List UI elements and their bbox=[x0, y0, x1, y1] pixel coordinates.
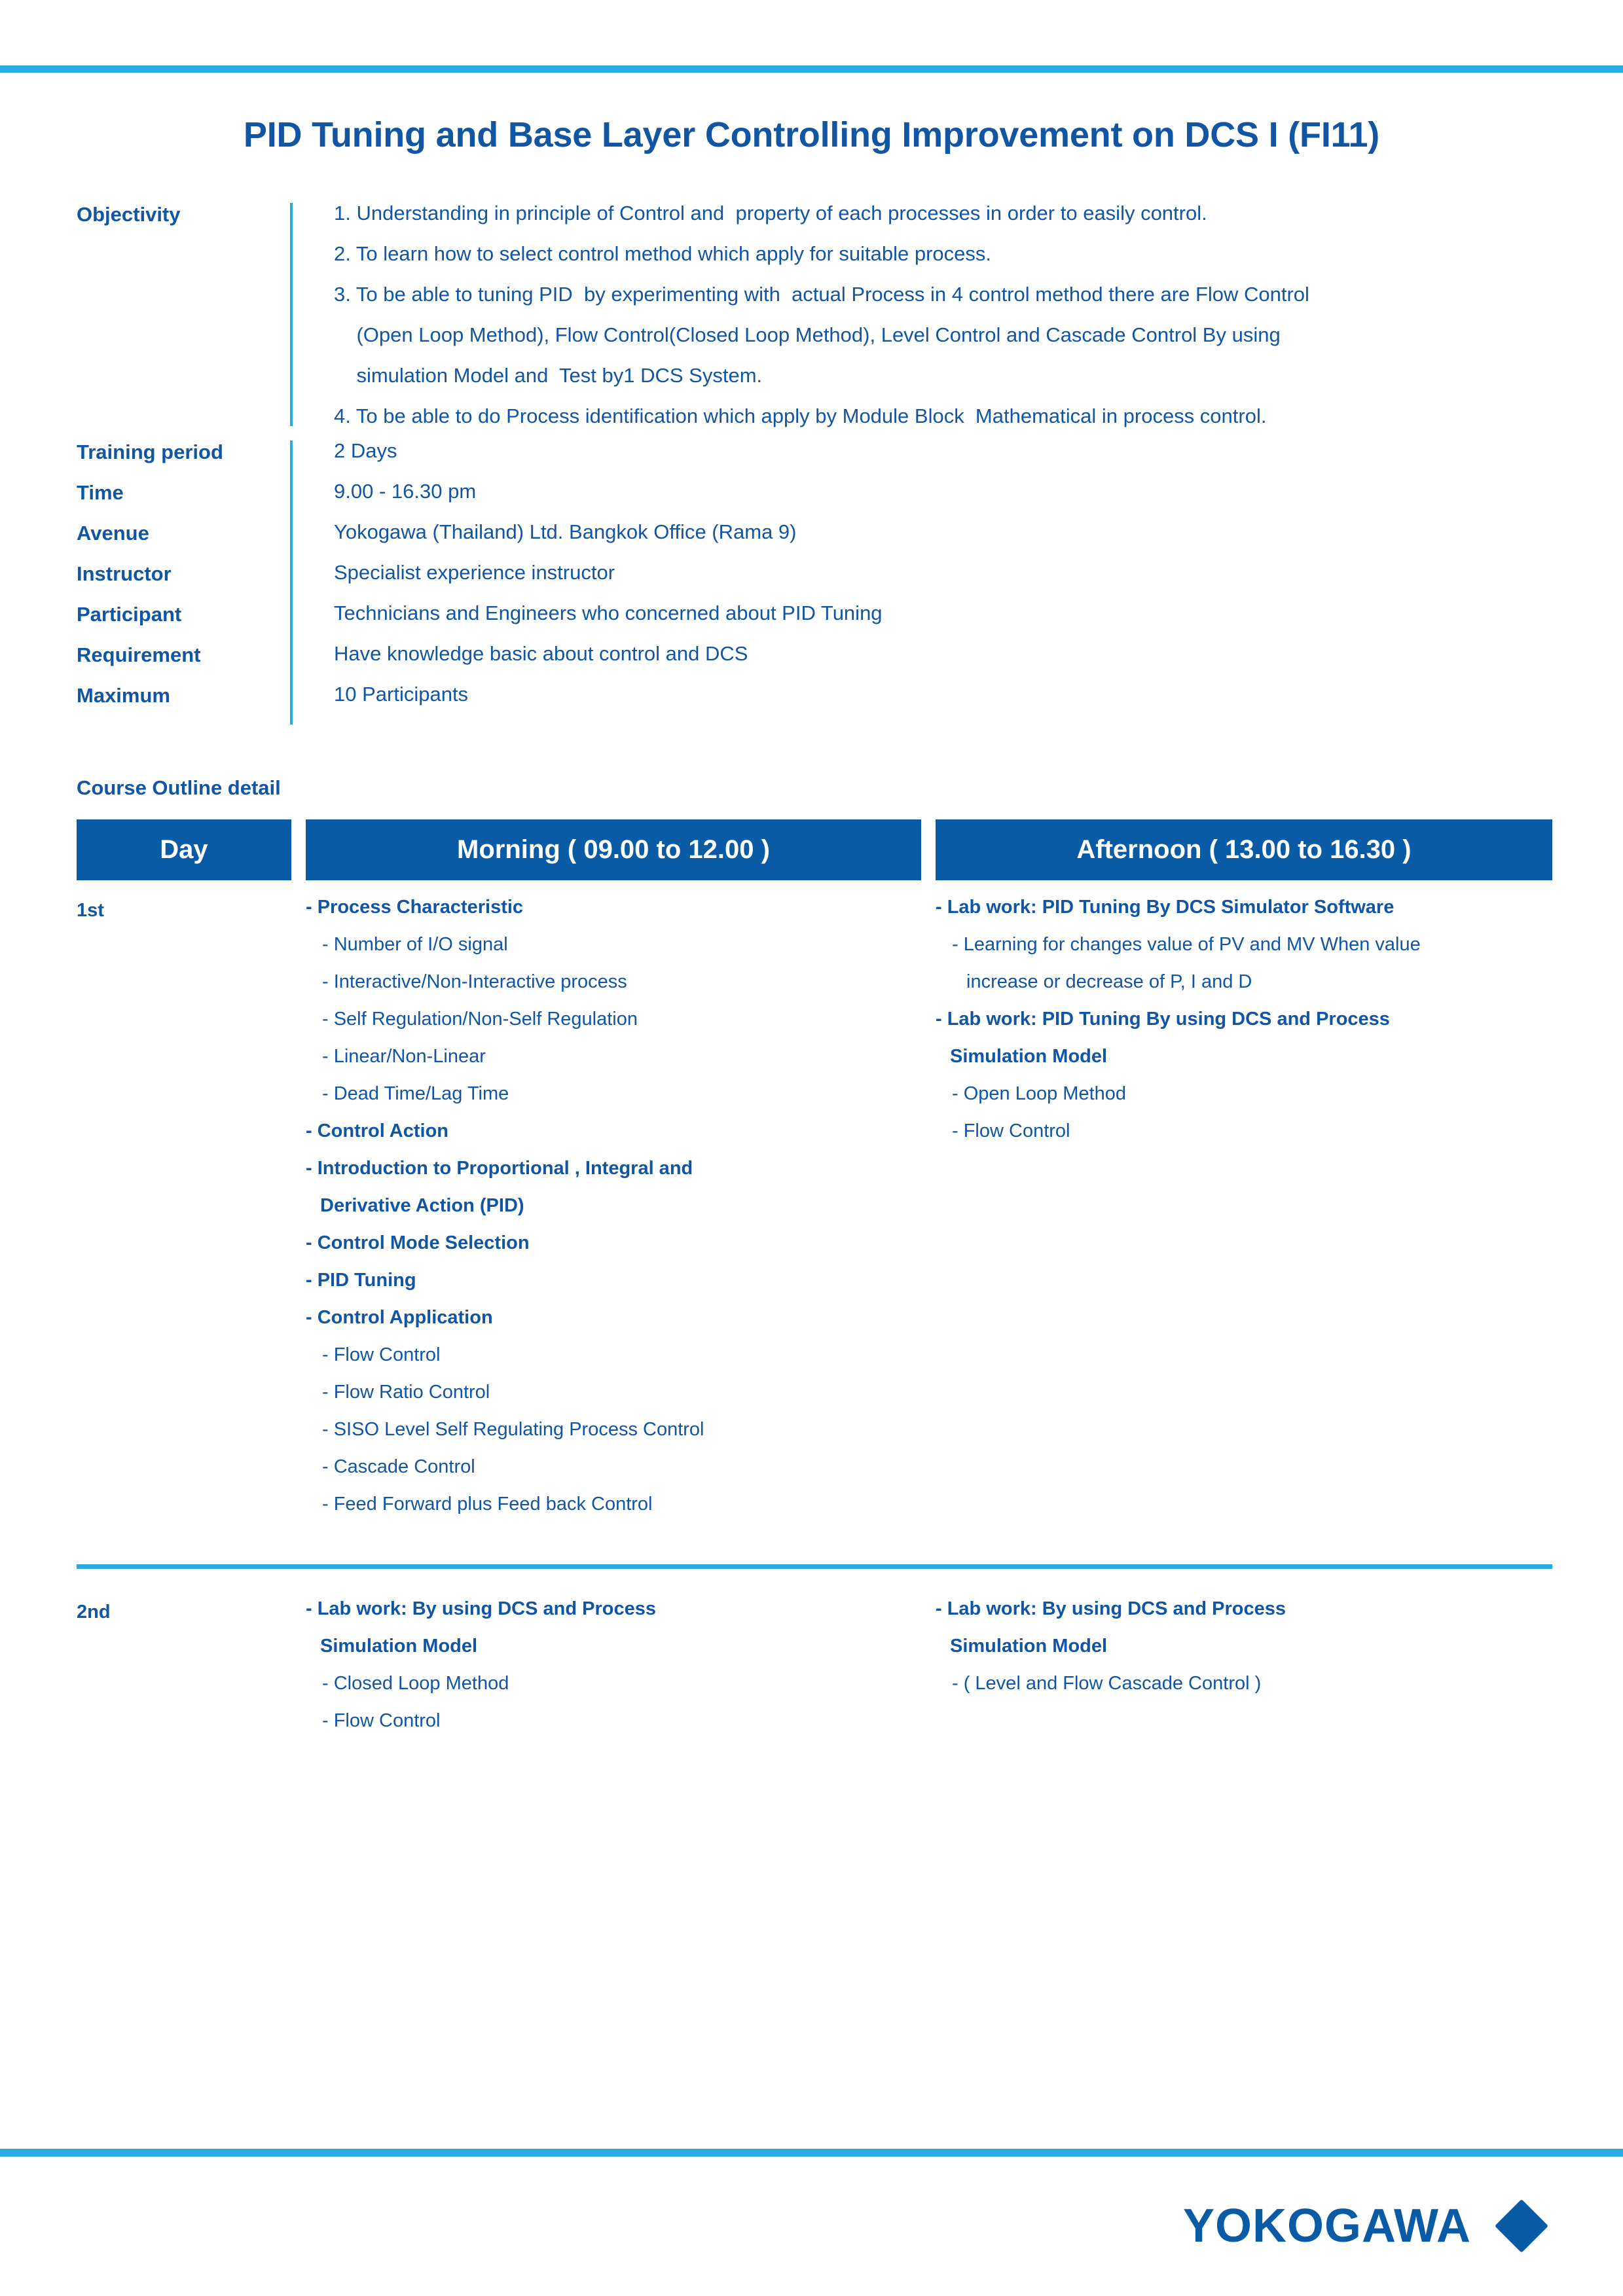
diamond-icon bbox=[1493, 2198, 1550, 2254]
info-row-training-period bbox=[77, 440, 1550, 481]
list-item: - Process Characteristic bbox=[306, 897, 524, 918]
info-vertical-divider bbox=[290, 522, 301, 562]
diamond-shape bbox=[1495, 2199, 1548, 2253]
page-title: PID Tuning and Base Layer Controlling Improvement on DCS I (FI11) bbox=[243, 115, 1380, 154]
cell-day: 1st bbox=[77, 900, 104, 921]
list-item: - Flow Ratio Control bbox=[322, 1382, 490, 1403]
info-row-time bbox=[77, 481, 1550, 522]
afternoon-list-day1 bbox=[936, 898, 1552, 1141]
morning-list-day2 bbox=[306, 1600, 936, 1731]
info-value: Have knowledge basic about control and DCS bbox=[334, 642, 748, 665]
header-gap bbox=[921, 819, 936, 880]
list-item: - Flow Control bbox=[322, 1344, 441, 1365]
cell-afternoon bbox=[936, 898, 1552, 1514]
cell-morning bbox=[306, 1600, 936, 1731]
column-header-day: Day bbox=[77, 819, 291, 880]
info-value: 10 Participants bbox=[334, 683, 469, 706]
info-label: Training period bbox=[77, 440, 223, 463]
list-item: - PID Tuning bbox=[306, 1270, 416, 1291]
info-label-objectivity: Objectivity bbox=[77, 203, 181, 226]
list-item: - Flow Control bbox=[952, 1121, 1070, 1141]
cell-day: 2nd bbox=[77, 1602, 111, 1623]
list-item: - Feed Forward plus Feed back Control bbox=[322, 1494, 653, 1515]
list-item: - Number of I/O signal bbox=[322, 934, 508, 955]
info-value-objectivity bbox=[301, 203, 1550, 426]
list-item: 2. To learn how to select control method which apply for suitable process. bbox=[334, 242, 992, 265]
afternoon-list-day2 bbox=[936, 1600, 1552, 1693]
info-row-instructor bbox=[77, 562, 1550, 603]
top-accent-rule bbox=[0, 65, 1623, 73]
list-item: - Dead Time/Lag Time bbox=[322, 1083, 509, 1104]
list-item: simulation Model and Test by1 DCS System. bbox=[334, 364, 763, 387]
list-item: 1. Understanding in principle of Control and property of each processes in order to easily control. bbox=[334, 202, 1207, 224]
list-item: - ( Level and Flow Cascade Control ) bbox=[952, 1673, 1262, 1694]
list-item: 3. To be able to tuning PID by experimenting with actual Process in 4 control method there are Flow Control bbox=[334, 283, 1309, 306]
info-vertical-divider bbox=[290, 603, 301, 643]
table-row bbox=[77, 1600, 1552, 1731]
list-item: Simulation Model bbox=[950, 1636, 1108, 1657]
course-outline-heading: Course Outline detail bbox=[77, 776, 281, 799]
list-item: - Lab work: PID Tuning By DCS Simulator Software bbox=[936, 897, 1395, 918]
list-item: increase or decrease of P, I and D bbox=[966, 971, 1252, 992]
info-vertical-divider bbox=[290, 440, 301, 481]
info-row-avenue bbox=[77, 522, 1550, 562]
list-item: - Open Loop Method bbox=[952, 1083, 1127, 1104]
info-row-requirement bbox=[77, 643, 1550, 684]
info-label: Avenue bbox=[77, 522, 149, 545]
list-item: - Closed Loop Method bbox=[322, 1673, 509, 1694]
course-info-block bbox=[77, 203, 1550, 725]
info-value: 2 Days bbox=[334, 439, 397, 462]
info-vertical-divider bbox=[290, 203, 301, 426]
row-divider bbox=[77, 1564, 1552, 1569]
info-label: Requirement bbox=[77, 643, 201, 666]
list-item: - Lab work: By using DCS and Process bbox=[306, 1598, 656, 1619]
info-vertical-divider bbox=[290, 684, 301, 725]
info-vertical-divider bbox=[290, 481, 301, 522]
info-value: Specialist experience instructor bbox=[334, 561, 615, 584]
info-label: Maximum bbox=[77, 684, 170, 707]
list-item: Simulation Model bbox=[320, 1636, 478, 1657]
objectivity-list bbox=[334, 203, 1550, 426]
list-item: Simulation Model bbox=[950, 1046, 1108, 1067]
list-item: - Cascade Control bbox=[322, 1456, 475, 1477]
cell-morning bbox=[306, 898, 936, 1514]
table-row bbox=[77, 898, 1552, 1514]
list-item: - Linear/Non-Linear bbox=[322, 1046, 486, 1067]
bottom-accent-rule bbox=[0, 2149, 1623, 2157]
list-item: 4. To be able to do Process identification which apply by Module Block Mathematical in process control. bbox=[334, 404, 1267, 427]
info-value: 9.00 - 16.30 pm bbox=[334, 480, 477, 503]
list-item: Derivative Action (PID) bbox=[320, 1195, 524, 1216]
info-row-participant bbox=[77, 603, 1550, 643]
list-item: - Lab work: By using DCS and Process bbox=[936, 1598, 1286, 1619]
info-label: Time bbox=[77, 481, 124, 504]
list-item: - Control Application bbox=[306, 1307, 493, 1328]
info-vertical-divider bbox=[290, 643, 301, 684]
list-item: (Open Loop Method), Flow Control(Closed Loop Method), Level Control and Cascade Control By using bbox=[334, 323, 1281, 346]
brand-wordmark: YOKOGAWA bbox=[1182, 2200, 1471, 2252]
column-header-morning: Morning ( 09.00 to 12.00 ) bbox=[306, 819, 921, 880]
header-gap bbox=[291, 819, 306, 880]
info-row-maximum bbox=[77, 684, 1550, 725]
list-item: - Self Regulation/Non-Self Regulation bbox=[322, 1009, 638, 1030]
list-item: - Introduction to Proportional , Integral and bbox=[306, 1158, 693, 1179]
morning-list-day1 bbox=[306, 898, 936, 1514]
outline-table-header bbox=[77, 819, 1552, 880]
list-item: - Control Action bbox=[306, 1121, 448, 1141]
list-item: - Control Mode Selection bbox=[306, 1232, 530, 1253]
info-row-objectivity bbox=[77, 203, 1550, 426]
list-item: - Interactive/Non-Interactive process bbox=[322, 971, 627, 992]
cell-afternoon bbox=[936, 1600, 1552, 1731]
list-item: - SISO Level Self Regulating Process Control bbox=[322, 1419, 704, 1440]
list-item: - Lab work: PID Tuning By using DCS and Process bbox=[936, 1009, 1390, 1030]
list-item: - Learning for changes value of PV and MV When value bbox=[952, 934, 1421, 955]
list-item: - Flow Control bbox=[322, 1710, 441, 1731]
info-value: Technicians and Engineers who concerned about PID Tuning bbox=[334, 601, 883, 624]
info-vertical-divider bbox=[290, 562, 301, 603]
info-label: Participant bbox=[77, 603, 182, 626]
info-value: Yokogawa (Thailand) Ltd. Bangkok Office (Rama 9) bbox=[334, 520, 797, 543]
column-header-afternoon: Afternoon ( 13.00 to 16.30 ) bbox=[936, 819, 1552, 880]
info-label: Instructor bbox=[77, 562, 172, 585]
yokogawa-logo bbox=[1183, 2198, 1550, 2254]
